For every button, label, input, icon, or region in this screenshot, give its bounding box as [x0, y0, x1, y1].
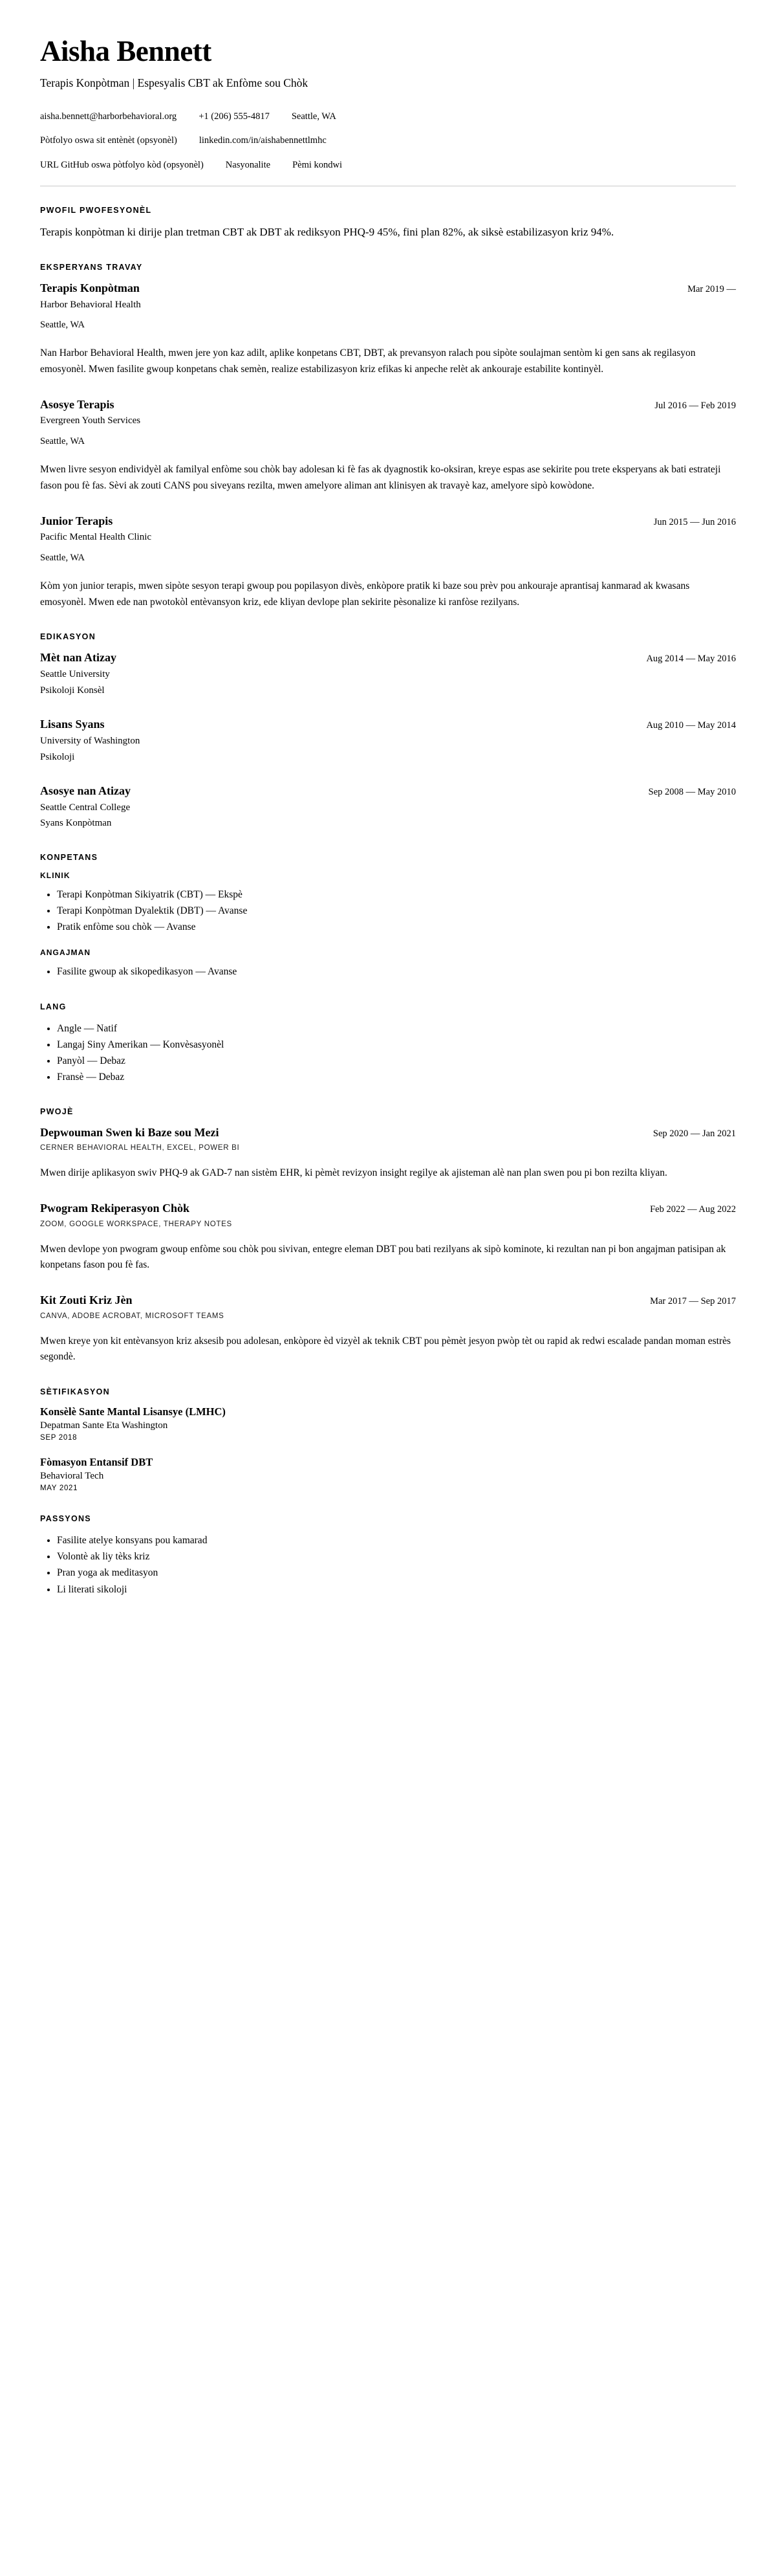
certification-date: MAY 2021 [40, 1484, 78, 1493]
experience-company: Pacific Mental Health Clinic [40, 532, 152, 543]
education-degree: Asosye nan Atizay [40, 784, 131, 798]
project-tools: ZOOM, GOOGLE WORKSPACE, THERAPY NOTES [40, 1220, 232, 1228]
contact-phone: +1 (206) 555-4817 [199, 111, 270, 122]
interest-item: • Volontè ak liy tèks kriz [57, 1548, 736, 1565]
project-tools: CERNER BEHAVIORAL HEALTH, EXCEL, POWER BI [40, 1144, 240, 1152]
skill-group-title: KLINIK [40, 871, 70, 881]
skill-list [40, 886, 736, 935]
project-title: Depwouman Swen ki Baze sou Mezi [40, 1126, 219, 1139]
experience-entry-head [40, 514, 736, 529]
education-school: Seattle University [40, 668, 110, 679]
skill-item: • Terapi Konpòtman Sikiyatrik (CBT) — Ekspè [57, 886, 736, 903]
section-skills [40, 853, 736, 980]
experience-job-title: Junior Terapis [40, 514, 113, 527]
project-entry-head [40, 1125, 736, 1140]
section-certifications [40, 1387, 736, 1492]
section-title-projects: PWOJÈ [40, 1107, 74, 1117]
contact-location: Seattle, WA [291, 111, 336, 122]
experience-entry [40, 514, 736, 611]
section-title-skills: KONPETANS [40, 853, 98, 863]
education-degree: Lisans Syans [40, 718, 105, 731]
education-entry-head [40, 650, 736, 665]
contact-nationality-label: Nasyonalite [225, 159, 271, 170]
experience-entry-head [40, 397, 736, 412]
section-title-certifications: SÈTIFIKASYON [40, 1387, 110, 1397]
certification-entry [40, 1405, 736, 1442]
education-field: Psikoloji [40, 751, 75, 762]
certification-date: SEP 2018 [40, 1434, 78, 1442]
project-date-range: Mar 2017 — Sep 2017 [650, 1296, 736, 1307]
skill-group [40, 948, 736, 980]
project-entry [40, 1201, 736, 1273]
education-school: University of Washington [40, 735, 140, 746]
skill-item: • Pratik enfòme sou chòk — Avanse [57, 919, 736, 935]
section-languages [40, 1002, 736, 1085]
section-title-languages: LANG [40, 1002, 67, 1011]
education-field: Syans Konpòtman [40, 818, 112, 829]
education-degree: Mèt nan Atizay [40, 651, 116, 665]
contact-row-secondary [40, 134, 736, 147]
section-summary [40, 206, 736, 241]
experience-description: Nan Harbor Behavioral Health, mwen jere yon kaz adilt, aplike konpetans CBT, DBT, ak prevansyon ralach pou sipòte soulajman sentòm ki gen sans ak regilasyon emosyonèl. Mwen fasilite gwoup konpetans chak semèn, realize estabilizasyon kriz efikas ki anpeche relèt ak ankouraje estabilite kontinyèl. [40, 347, 696, 375]
contact-github-label: URL GitHub oswa pòtfolyo kòd (opsyonèl) [40, 159, 204, 170]
skill-group [40, 871, 736, 935]
section-interests [40, 1514, 736, 1597]
interest-list [40, 1532, 736, 1597]
experience-company: Evergreen Youth Services [40, 415, 141, 426]
project-entry-head [40, 1201, 736, 1216]
education-entry [40, 650, 736, 698]
project-description: Mwen devlope yon pwogram gwoup enfòme sou chòk pou sivivan, entegre eleman DBT pou bati rezilyans ak sipò kominote, ki rezultan nan pi bon angajman patisipan ak konpetans fason pou fè fas. [40, 1243, 726, 1271]
interest-item: • Pran yoga ak meditasyon [57, 1565, 736, 1581]
certification-issuer: Depatman Sante Eta Washington [40, 1420, 168, 1431]
education-date-range: Aug 2010 — May 2014 [646, 720, 736, 731]
experience-description: Mwen livre sesyon endividyèl ak familyal enfòme sou chòk bay adolesan ki fè fas ak dyagnostik ko-oksiran, kreye espas ase sekirite pou trete eksperyans ak bati estrateji fason pou fè fas. Sèvi ak zouti CANS pou siveyans rezilta, mwen amelyore aliman ant klinisyen ak travayè kaz, amelyore sipò kowòdone. [40, 464, 721, 491]
education-entry-head [40, 784, 736, 798]
section-education [40, 632, 736, 831]
experience-job-title: Asosye Terapis [40, 397, 114, 411]
project-date-range: Feb 2022 — Aug 2022 [650, 1204, 736, 1215]
project-title: Pwogram Rekiperasyon Chòk [40, 1202, 190, 1215]
language-item: • Fransè — Debaz [57, 1069, 736, 1085]
language-item: • Panyòl — Debaz [57, 1053, 736, 1069]
project-date-range: Sep 2020 — Jan 2021 [652, 1128, 736, 1139]
contact-portfolio-label: Pòtfolyo oswa sit entènèt (opsyonèl) [40, 135, 177, 146]
resume-header [40, 36, 736, 171]
contact-row-tertiary [40, 159, 736, 171]
page-title: Aisha Bennett [40, 35, 211, 67]
certification-issuer: Behavioral Tech [40, 1471, 104, 1482]
project-entry [40, 1293, 736, 1365]
education-entry [40, 784, 736, 831]
contact-driving-license-label: Pèmi kondwi [292, 159, 342, 170]
experience-entry [40, 397, 736, 494]
language-list [40, 1020, 736, 1085]
experience-entry [40, 281, 736, 378]
experience-description: Kòm yon junior terapis, mwen sipòte sesyon terapi gwoup pou popilasyon divès, enkòpore pratik ki baze sou prèv pou ankouraje aprantisaj kanmarad ak kwasans emosyonèl. Mwen ede nan pwotokòl entèvansyon kriz, ede kliyan devlope plan sekirite pèsonalize ki ranfòse rezilyans. [40, 580, 690, 608]
language-item: • Angle — Natif [57, 1020, 736, 1037]
certification-entry [40, 1456, 736, 1492]
project-entry [40, 1125, 736, 1182]
education-school: Seattle Central College [40, 802, 131, 813]
section-title-interests: PASSYONS [40, 1514, 91, 1524]
section-title-summary: PWOFIL PWOFESYONÈL [40, 205, 152, 215]
project-description: Mwen kreye yon kit entèvansyon kriz aksesib pou adolesan, enkòpore èd vizyèl ak teknik CBT pou pèmèt jesyon pwòp tèt ou rapid ak redwi escalade pandan moman estrès segondè. [40, 1335, 731, 1363]
skill-list [40, 963, 736, 980]
contact-email[interactable]: aisha.bennett@harborbehavioral.org [40, 111, 177, 122]
section-projects [40, 1107, 736, 1365]
section-title-experience: EKSPERYANS TRAVAY [40, 263, 143, 272]
certification-name: Konsèlè Sante Mantal Lisansye (LMHC) [40, 1405, 226, 1418]
skill-item: • Terapi Konpòtman Dyalektik (DBT) — Avanse [57, 903, 736, 919]
contact-linkedin[interactable]: linkedin.com/in/aishabennettlmhc [199, 135, 327, 146]
experience-date-range: Jul 2016 — Feb 2019 [654, 400, 736, 411]
experience-date-range: Mar 2019 — [687, 284, 736, 295]
education-date-range: Aug 2014 — May 2016 [646, 654, 736, 665]
education-date-range: Sep 2008 — May 2010 [648, 787, 736, 798]
project-tools: CANVA, ADOBE ACROBAT, MICROSOFT TEAMS [40, 1312, 224, 1320]
project-title: Kit Zouti Kriz Jèn [40, 1294, 133, 1307]
project-entry-head [40, 1293, 736, 1308]
language-item: • Langaj Siny Amerikan — Konvèsasyonèl [57, 1037, 736, 1053]
experience-job-title: Terapis Konpòtman [40, 281, 140, 295]
experience-entry-head [40, 281, 736, 296]
interest-item: • Fasilite atelye konsyans pou kamarad [57, 1532, 736, 1548]
experience-location: Seattle, WA [40, 552, 85, 563]
experience-location: Seattle, WA [40, 320, 85, 331]
summary-text: Terapis konpòtman ki dirije plan tretman CBT ak DBT ak rediksyon PHQ-9 45%, fini plan 82%, ak siksè estabilizasyon kriz 94%. [40, 225, 614, 238]
skill-item: • Fasilite gwoup ak sikopedikasyon — Avanse [57, 963, 736, 980]
education-entry [40, 717, 736, 764]
interest-item: • Li literati sikoloji [57, 1581, 736, 1598]
education-field: Psikoloji Konsèl [40, 685, 105, 696]
education-entry-head [40, 717, 736, 732]
section-title-education: EDIKASYON [40, 632, 96, 642]
experience-location: Seattle, WA [40, 436, 85, 447]
experience-date-range: Jun 2015 — Jun 2016 [653, 516, 736, 527]
skill-group-title: ANGAJMAN [40, 948, 91, 958]
contact-row-primary [40, 110, 736, 123]
professional-headline: Terapis Konpòtman | Espesyalis CBT ak Enfòme sou Chòk [40, 76, 308, 90]
certification-name: Fòmasyon Entansif DBT [40, 1456, 153, 1469]
project-description: Mwen dirije aplikasyon swiv PHQ-9 ak GAD-7 nan sistèm EHR, ki pèmèt revizyon insight regilye ak ajisteman alè nan plan swen pou pi bon rezilta kliyan. [40, 1167, 667, 1179]
section-experience [40, 263, 736, 610]
experience-company: Harbor Behavioral Health [40, 299, 141, 310]
